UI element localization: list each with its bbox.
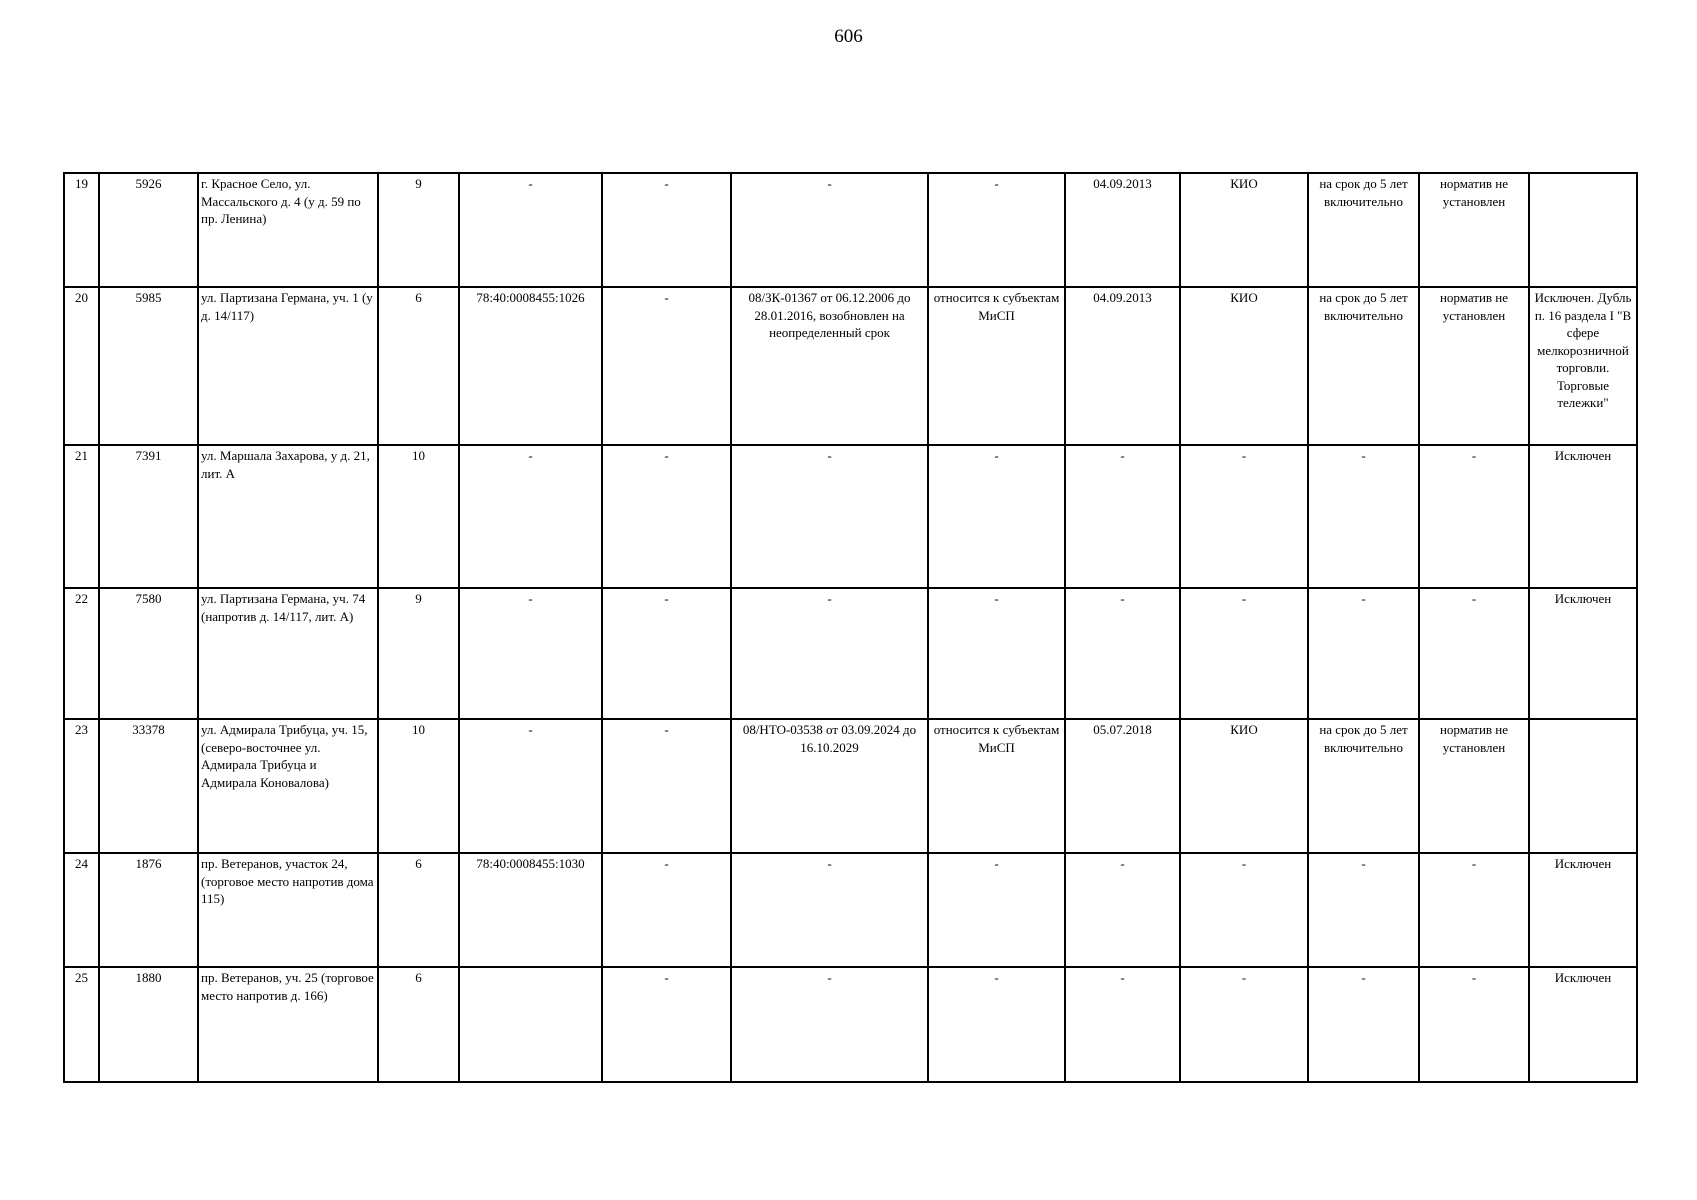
cell-col6: - bbox=[602, 173, 731, 287]
cell-org: КИО bbox=[1180, 173, 1308, 287]
cell-org: - bbox=[1180, 588, 1308, 719]
cell-id: 5985 bbox=[99, 287, 198, 445]
registry-table bbox=[63, 172, 1638, 1083]
cell-date: 04.09.2013 bbox=[1065, 173, 1180, 287]
cell-area: 6 bbox=[378, 287, 459, 445]
cell-contract: 08/НТО-03538 от 03.09.2024 до 16.10.2029 bbox=[731, 719, 928, 853]
cell-norm: - bbox=[1419, 967, 1529, 1082]
cell-norm: норматив не установлен bbox=[1419, 173, 1529, 287]
table-row bbox=[64, 719, 1637, 853]
cell-note: Исключен. Дубль п. 16 раздела I "В сфере мелкорозничной торговли. Торговые тележки" bbox=[1529, 287, 1637, 445]
cell-org: КИО bbox=[1180, 719, 1308, 853]
cell-term: на срок до 5 лет включительно bbox=[1308, 719, 1419, 853]
cell-org: - bbox=[1180, 445, 1308, 588]
cell-term: на срок до 5 лет включительно bbox=[1308, 287, 1419, 445]
page-number: 606 bbox=[834, 26, 863, 47]
table-row bbox=[64, 967, 1637, 1082]
cell-note: Исключен bbox=[1529, 588, 1637, 719]
cell-contract: - bbox=[731, 588, 928, 719]
cell-id: 33378 bbox=[99, 719, 198, 853]
cell-address: ул. Маршала Захарова, у д. 21, лит. А bbox=[198, 445, 378, 588]
cell-area: 10 bbox=[378, 445, 459, 588]
cell-norm: норматив не установлен bbox=[1419, 719, 1529, 853]
cell-norm: норматив не установлен bbox=[1419, 287, 1529, 445]
cell-cadastral bbox=[459, 967, 602, 1082]
cell-note bbox=[1529, 173, 1637, 287]
cell-note: Исключен bbox=[1529, 967, 1637, 1082]
cell-date: - bbox=[1065, 445, 1180, 588]
cell-col6: - bbox=[602, 967, 731, 1082]
cell-col6: - bbox=[602, 719, 731, 853]
cell-id: 7391 bbox=[99, 445, 198, 588]
table-row bbox=[64, 588, 1637, 719]
cell-col6: - bbox=[602, 445, 731, 588]
cell-term: - bbox=[1308, 853, 1419, 967]
cell-term: - bbox=[1308, 445, 1419, 588]
cell-term: на срок до 5 лет включительно bbox=[1308, 173, 1419, 287]
cell-category: - bbox=[928, 173, 1065, 287]
cell-org: - bbox=[1180, 967, 1308, 1082]
cell-cadastral: 78:40:0008455:1026 bbox=[459, 287, 602, 445]
cell-note bbox=[1529, 719, 1637, 853]
cell-date: - bbox=[1065, 588, 1180, 719]
cell-norm: - bbox=[1419, 445, 1529, 588]
cell-org: - bbox=[1180, 853, 1308, 967]
cell-date: 04.09.2013 bbox=[1065, 287, 1180, 445]
cell-number: 22 bbox=[64, 588, 99, 719]
table-row bbox=[64, 853, 1637, 967]
cell-contract: - bbox=[731, 967, 928, 1082]
cell-note: Исключен bbox=[1529, 853, 1637, 967]
cell-address: г. Красное Село, ул. Массальского д. 4 (у д. 59 по пр. Ленина) bbox=[198, 173, 378, 287]
cell-category: - bbox=[928, 445, 1065, 588]
cell-number: 21 bbox=[64, 445, 99, 588]
cell-category: относится к субъектам МиСП bbox=[928, 719, 1065, 853]
cell-category: относится к субъектам МиСП bbox=[928, 287, 1065, 445]
cell-id: 7580 bbox=[99, 588, 198, 719]
cell-area: 10 bbox=[378, 719, 459, 853]
cell-cadastral: - bbox=[459, 588, 602, 719]
cell-cadastral: - bbox=[459, 173, 602, 287]
cell-area: 9 bbox=[378, 588, 459, 719]
cell-contract: 08/ЗК-01367 от 06.12.2006 до 28.01.2016, возобновлен на неопределенный срок bbox=[731, 287, 928, 445]
cell-address: ул. Партизана Германа, уч. 74 (напротив д. 14/117, лит. А) bbox=[198, 588, 378, 719]
cell-category: - bbox=[928, 853, 1065, 967]
table-row bbox=[64, 445, 1637, 588]
cell-cadastral: - bbox=[459, 445, 602, 588]
cell-col6: - bbox=[602, 287, 731, 445]
table-row bbox=[64, 173, 1637, 287]
cell-date: - bbox=[1065, 853, 1180, 967]
cell-area: 6 bbox=[378, 853, 459, 967]
cell-address: пр. Ветеранов, участок 24, (торговое место напротив дома 115) bbox=[198, 853, 378, 967]
cell-term: - bbox=[1308, 967, 1419, 1082]
cell-term: - bbox=[1308, 588, 1419, 719]
cell-norm: - bbox=[1419, 853, 1529, 967]
cell-number: 23 bbox=[64, 719, 99, 853]
cell-contract: - bbox=[731, 853, 928, 967]
cell-cadastral: 78:40:0008455:1030 bbox=[459, 853, 602, 967]
cell-number: 20 bbox=[64, 287, 99, 445]
cell-address: ул. Партизана Германа, уч. 1 (у д. 14/117) bbox=[198, 287, 378, 445]
cell-contract: - bbox=[731, 173, 928, 287]
cell-cadastral: - bbox=[459, 719, 602, 853]
cell-date: 05.07.2018 bbox=[1065, 719, 1180, 853]
cell-number: 25 bbox=[64, 967, 99, 1082]
cell-norm: - bbox=[1419, 588, 1529, 719]
cell-address: пр. Ветеранов, уч. 25 (торговое место напротив д. 166) bbox=[198, 967, 378, 1082]
cell-id: 1876 bbox=[99, 853, 198, 967]
cell-number: 19 bbox=[64, 173, 99, 287]
cell-id: 1880 bbox=[99, 967, 198, 1082]
cell-col6: - bbox=[602, 588, 731, 719]
cell-address: ул. Адмирала Трибуца, уч. 15, (северо-восточнее ул. Адмирала Трибуца и Адмирала Коновалова) bbox=[198, 719, 378, 853]
table-row bbox=[64, 287, 1637, 445]
cell-contract: - bbox=[731, 445, 928, 588]
cell-category: - bbox=[928, 588, 1065, 719]
cell-area: 9 bbox=[378, 173, 459, 287]
cell-number: 24 bbox=[64, 853, 99, 967]
cell-area: 6 bbox=[378, 967, 459, 1082]
cell-category: - bbox=[928, 967, 1065, 1082]
cell-note: Исключен bbox=[1529, 445, 1637, 588]
cell-col6: - bbox=[602, 853, 731, 967]
cell-date: - bbox=[1065, 967, 1180, 1082]
cell-org: КИО bbox=[1180, 287, 1308, 445]
cell-id: 5926 bbox=[99, 173, 198, 287]
